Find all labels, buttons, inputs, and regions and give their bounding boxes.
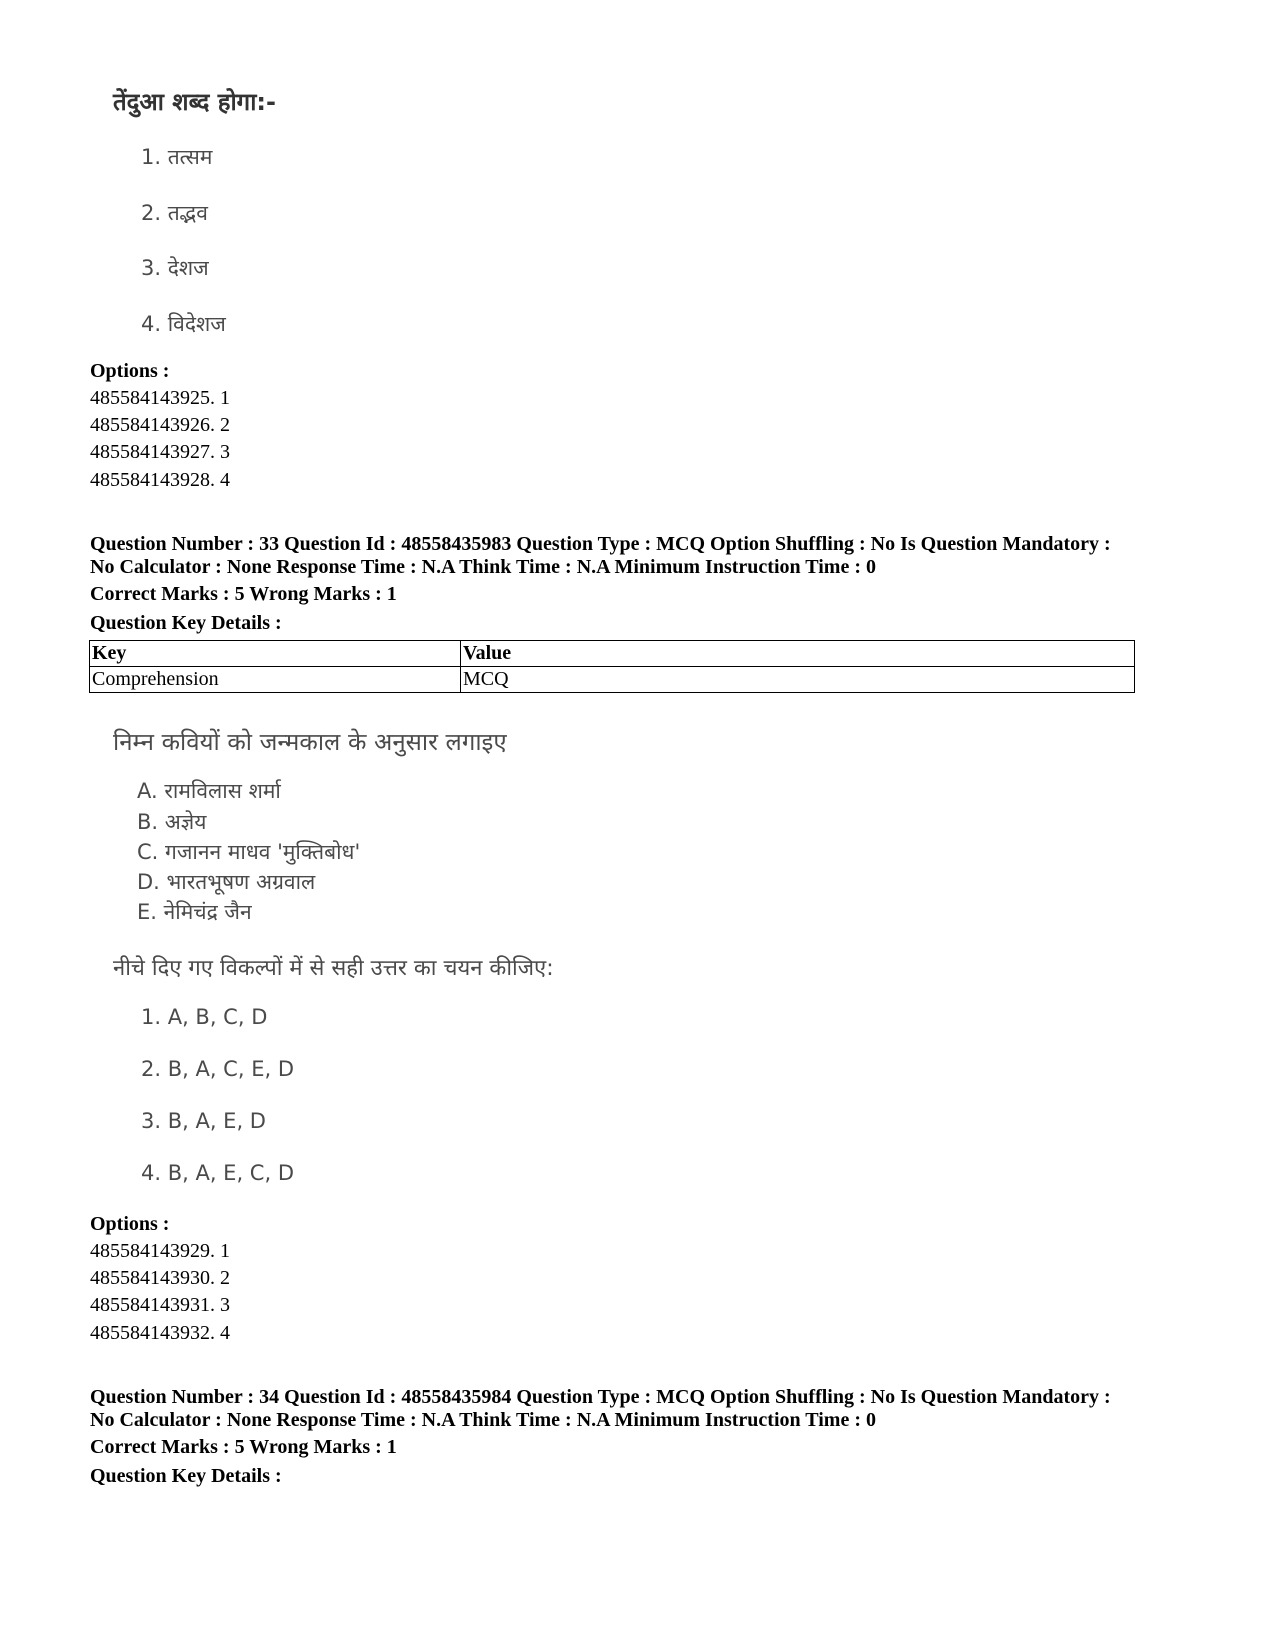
q32-choice-4: 4. विदेशज <box>141 312 226 336</box>
key-table-cell-key: Comprehension <box>90 667 461 693</box>
q32-option-3: 485584143927. 3 <box>90 441 230 463</box>
q32-question-image <box>105 75 405 345</box>
q34-meta-line-1: Question Number : 34 Question Id : 48558435984 Question Type : MCQ Option Shuffling : No Is Question Mandatory : <box>90 1386 1111 1408</box>
q34-meta-line-2: No Calculator : None Response Time : N.A Think Time : N.A Minimum Instruction Time : 0 <box>90 1409 876 1431</box>
q33-choice-4: 4. B, A, E, C, D <box>141 1161 294 1185</box>
q33-item-b: B. अज्ञेय <box>137 810 207 834</box>
q33-choice-1: 1. A, B, C, D <box>141 1005 268 1029</box>
q33-item-c: C. गजानन माधव 'मुक्तिबोध' <box>137 840 361 864</box>
q33-item-a: A. रामविलास शर्मा <box>137 779 281 803</box>
q33-item-e: E. नेमिचंद्र जैन <box>137 900 252 924</box>
q33-key-details-label: Question Key Details : <box>90 612 282 634</box>
key-table-cell-value: MCQ <box>461 667 1135 693</box>
q33-option-1: 485584143929. 1 <box>90 1240 230 1262</box>
q33-choice-2: 2. B, A, C, E, D <box>141 1057 294 1081</box>
q33-meta-line-2: No Calculator : None Response Time : N.A Think Time : N.A Minimum Instruction Time : 0 <box>90 556 876 578</box>
q33-meta-line-1: Question Number : 33 Question Id : 48558435983 Question Type : MCQ Option Shuffling : No Is Question Mandatory : <box>90 533 1111 555</box>
q32-option-4: 485584143928. 4 <box>90 469 230 491</box>
q33-choice-3: 3. B, A, E, D <box>141 1109 266 1133</box>
q32-stem: तेंदुआ शब्द होगा:- <box>113 88 276 116</box>
q33-option-2: 485584143930. 2 <box>90 1267 230 1289</box>
q33-question-image <box>105 715 605 1195</box>
q32-option-1: 485584143925. 1 <box>90 387 230 409</box>
q33-option-4: 485584143932. 4 <box>90 1322 230 1344</box>
q33-options-label: Options : <box>90 1213 170 1235</box>
q32-option-2: 485584143926. 2 <box>90 414 230 436</box>
q32-choice-2: 2. तद्भव <box>141 201 208 225</box>
q33-key-table <box>89 640 1135 693</box>
q32-choice-3: 3. देशज <box>141 256 209 280</box>
key-table-header-value: Value <box>461 641 1135 667</box>
q33-marks: Correct Marks : 5 Wrong Marks : 1 <box>90 583 397 605</box>
key-table-header-row <box>90 641 1135 667</box>
table-row <box>90 667 1135 693</box>
q33-instruction: नीचे दिए गए विकल्पों में से सही उत्तर का चयन कीजिए: <box>113 956 554 981</box>
q32-choice-1: 1. तत्सम <box>141 145 213 169</box>
q34-marks: Correct Marks : 5 Wrong Marks : 1 <box>90 1436 397 1458</box>
q32-options-label: Options : <box>90 360 170 382</box>
q33-item-d: D. भारतभूषण अग्रवाल <box>137 870 316 894</box>
key-table-header-key: Key <box>90 641 461 667</box>
q33-stem: निम्न कवियों को जन्मकाल के अनुसार लगाइए <box>113 728 507 756</box>
q33-option-3: 485584143931. 3 <box>90 1294 230 1316</box>
q34-key-details-label: Question Key Details : <box>90 1465 282 1487</box>
